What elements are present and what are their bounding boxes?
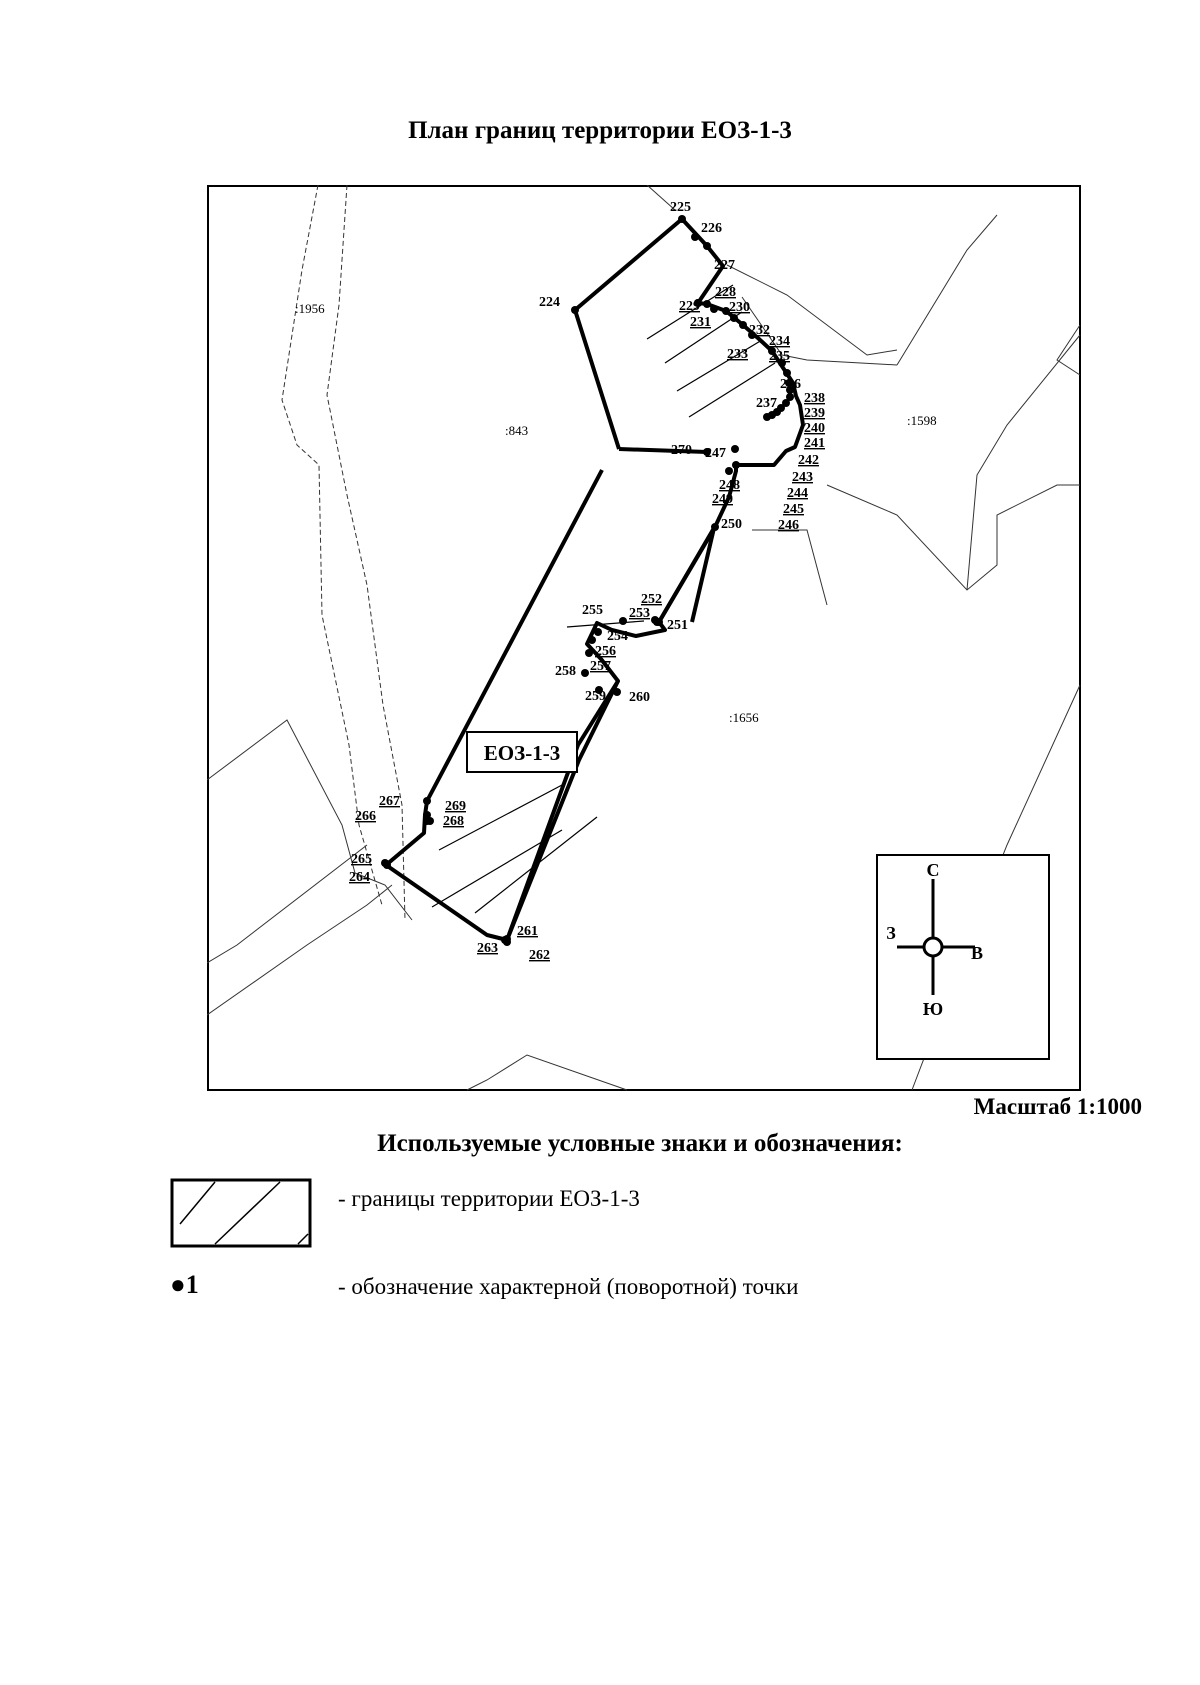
turning-point-238 [783,369,791,377]
point-label-264: 264 [349,870,370,885]
point-label-266: 266 [355,809,376,824]
point-label-229: 229 [679,299,700,314]
point-label-255: 255 [582,603,603,618]
point-label-235: 235 [769,349,790,364]
turning-point-230 [703,300,711,308]
turning-point-263 [501,936,509,944]
turning-point-260 [613,688,621,696]
point-label-225: 225 [670,200,691,215]
hatched-rectangle-icon [170,1178,312,1250]
point-label-236: 236 [780,377,801,392]
point-label-231: 231 [690,315,711,330]
point-label-232: 232 [749,323,770,338]
point-label-251: 251 [667,618,688,633]
turning-point-250 [711,523,719,531]
point-label-256: 256 [595,644,616,659]
turning-point-257 [585,649,593,657]
point-label-253: 253 [629,606,650,621]
point-label-263: 263 [477,941,498,956]
point-label-226: 226 [701,221,722,236]
point-label-233: 233 [727,347,748,362]
point-label-241: 241 [804,436,825,451]
turning-point-249 [725,467,733,475]
turning-point-255 [594,628,602,636]
point-label-234: 234 [769,334,790,349]
point-label-240: 240 [804,421,825,436]
boundary-map [207,185,1081,1091]
compass-east: В [970,943,984,963]
legend-item-boundary [170,1178,1070,1248]
point-label-227: 227 [714,258,735,273]
point-label-270: 270 [671,443,692,458]
turning-point-234 [739,321,747,329]
turning-point-269 [423,797,431,805]
legend-title: Используемые условные знаки и обозначения: [377,1130,903,1157]
compass-south: Ю [922,999,944,1019]
point-label-244: 244 [787,486,808,501]
point-label-246: 246 [778,518,799,533]
point-symbol-label: 1 [185,1270,199,1299]
point-label-245: 245 [783,502,804,517]
point-label-258: 258 [555,664,576,679]
turning-point-224 [571,306,579,314]
point-dot-icon: ● [170,1270,186,1299]
turning-point-248 [732,461,740,469]
point-label-268: 268 [443,814,464,829]
legend-text-point: - обозначение характерной (поворотной) точки [338,1274,799,1299]
compass-west: З [886,923,896,943]
point-label-243: 243 [792,470,813,485]
turning-point-233 [730,314,738,322]
page-title: План границ территории ЕОЗ-1-3 [408,117,792,144]
legend-text-boundary: - границы территории ЕОЗ-1-3 [338,1186,640,1211]
parcel-label-1598: :1598 [907,413,937,428]
turning-point-265 [381,859,389,867]
point-label-267: 267 [379,794,400,809]
parcel-label-843: :843 [505,423,529,438]
point-label-247: 247 [705,446,726,461]
turning-point-246 [763,413,771,421]
turning-point-256 [588,636,596,644]
turning-point-227 [703,242,711,250]
point-label-228: 228 [715,285,736,300]
turning-point-253 [653,618,661,626]
point-label-250: 250 [721,517,742,532]
legend-item-point [170,1270,1070,1340]
map-scale: Масштаб 1:1000 [973,1094,1142,1119]
parcel-label-1956: :1956 [295,301,325,316]
point-label-261: 261 [517,924,538,939]
point-label-252: 252 [641,592,662,607]
compass-north: С [926,860,940,880]
point-label-239: 239 [804,406,825,421]
point-label-237: 237 [756,396,777,411]
turning-point-231 [710,305,718,313]
zone-label: ЕОЗ-1-3 [483,741,561,765]
point-label-257: 257 [590,659,611,674]
point-label-262: 262 [529,948,550,963]
point-label-269: 269 [445,799,466,814]
point-label-242: 242 [798,453,819,468]
parcel-label-1656: :1656 [729,710,759,725]
point-label-249: 249 [712,492,733,507]
turning-point-258 [581,669,589,677]
point-label-260: 260 [629,690,650,705]
point-label-224: 224 [539,295,560,310]
point-label-265: 265 [351,852,372,867]
turning-point-226 [691,233,699,241]
point-label-254: 254 [607,629,628,644]
turning-point-225 [678,215,686,223]
turning-point-268 [426,817,434,825]
point-label-238: 238 [804,391,825,406]
point-label-248: 248 [719,478,740,493]
point-label-259: 259 [585,689,606,704]
point-symbol [170,1270,199,1300]
compass-rose [877,855,1049,1059]
turning-point-254 [619,617,627,625]
turning-point-247 [731,445,739,453]
point-label-230: 230 [729,300,750,315]
